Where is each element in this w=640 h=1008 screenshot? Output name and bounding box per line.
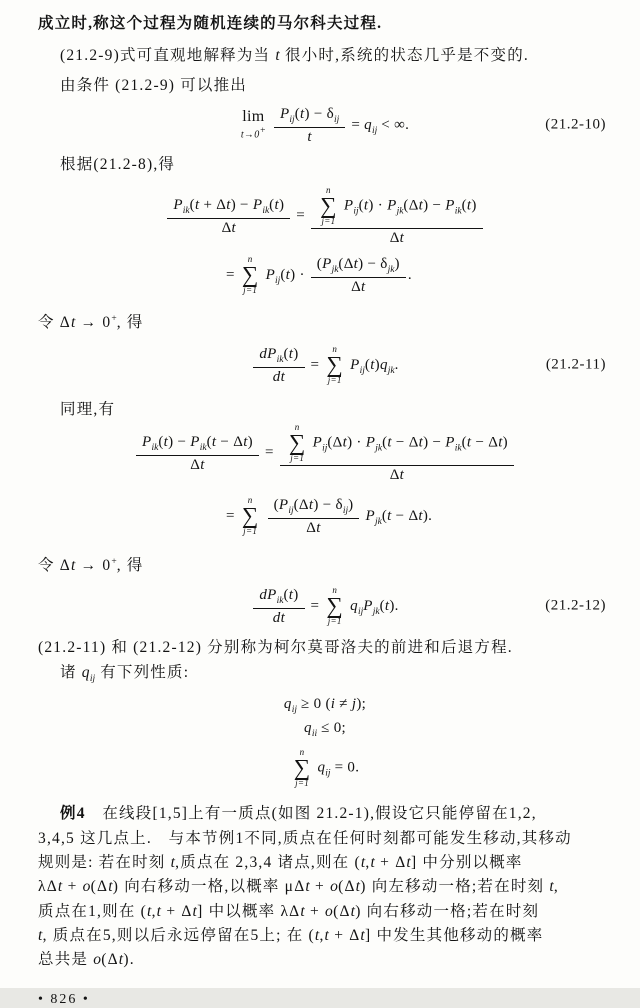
equation-body: $q_{ij} \ge 0$ (i ≠ j);	[283, 695, 367, 715]
property-1	[38, 694, 612, 716]
paragraph-line: λΔt + o(Δt) 向右移动一格,以概率 μΔt + o(Δt) 向左移动一格;若在时刻 t,	[38, 878, 559, 896]
let-dt-sentence-1: 令 Δt → 0+, 得	[38, 314, 144, 332]
paragraph-line: 规则是: 若在时刻 t,质点在 2,3,4 诸点,则在 (t,t + Δt] 中分别以概率	[38, 854, 523, 871]
equation-21-2-11	[38, 339, 612, 391]
let-dt-sentence-2: 令 Δt → 0+, 得	[38, 557, 144, 575]
equation-body: $dP_{ik}(t)$ dt = n ∑ j=1 $P_{ij}(t)q_{jk}$.	[251, 345, 398, 386]
equation-body: = n ∑ j=1 $P_{ij}(t)$ · $(P_{jk}(\Delta t) - \delta_{jk})$ Δt .	[226, 254, 412, 295]
equation-body: $q_{ii} \le 0$;	[304, 719, 346, 739]
properties-intro-sentence: 诸 $q_{ij}$ 有下列性质:	[60, 664, 190, 685]
equation-21-2-10	[38, 101, 612, 149]
from-condition-sentence: 由条件 (21.2-9) 可以推出	[60, 77, 248, 94]
example4-paragraph	[38, 802, 612, 972]
explanation-sentence: (21.2-9)式可直观地解释为当 t 很小时,系统的状态几乎是不变的.	[60, 47, 529, 64]
paragraph-line: 3,4,5 这几点上. 与本节例1不同,质点在任何时刻都可能发生移动,其移动	[38, 829, 572, 847]
equation-block1-line2	[38, 249, 612, 301]
equation-body: n ∑ j=1 $q_{ij} = 0$.	[293, 747, 360, 789]
equation-number: (21.2-12)	[545, 597, 606, 614]
equation-number: (21.2-11)	[545, 356, 606, 373]
equation-body: lim t→0+ $P_{ij}(t) - \delta_{ij}$ t = $q_{ij}$ < ∞.	[240, 105, 410, 145]
intro-sentence: 成立时,称这个过程为随机连续的马尔科夫过程.	[38, 15, 383, 32]
equation-body: = n ∑ j=1 $(P_{ij}(\Delta t) - \delta_{ij})$ Δt $P_{jk}(t - \Delta t)$.	[226, 495, 433, 537]
equation-body: $dP_{ik}(t)$ dt = n ∑ j=1 $q_{ij}P_{jk}(t)$.	[251, 586, 398, 627]
equation-block1-line1	[38, 187, 612, 245]
equation-body: $P_{ik}(t + \Delta t) - P_{ik}(t)$ Δt = n ∑ j=1 $P_{ij}(t) \cdot P_{jk}(\Delta t) - P_{ik}(t)$ Δt	[165, 185, 484, 247]
similarly-sentence: 同理,有	[60, 401, 116, 419]
equation-body: $P_{ik}(t) - P_{ik}(t - \Delta t)$ Δt = n ∑ j=1 $P_{ij}(\Delta t) \cdot P_{jk}(t - \Delta t) - P_{ik}(t - \Delta t)$ Δt	[134, 422, 516, 484]
according-sentence: 根据(21.2-8),得	[60, 156, 176, 173]
equation-block2-line2	[38, 490, 612, 542]
paragraph-line: 总共是 o(Δt).	[38, 951, 135, 969]
equation-21-2-12	[38, 581, 612, 631]
page-number: • 826 •	[38, 992, 90, 1008]
property-2	[38, 718, 612, 740]
paragraph-line: t, 质点在5,则以后永远停留在5上; 在 (t,t + Δt] 中发生其他移动的概率	[38, 926, 544, 944]
equation-number: (21.2-10)	[545, 116, 606, 133]
property-3	[38, 745, 612, 791]
kolmogorov-sentence: (21.2-11) 和 (21.2-12) 分别称为柯尔莫哥洛夫的前进和后退方程.	[38, 639, 513, 657]
equation-block2-line1	[38, 424, 612, 482]
paragraph-line: 质点在1,则在 (t,t + Δt] 中以概率 λΔt + o(Δt) 向右移动一格;若在时刻	[38, 902, 540, 920]
paragraph-line: 例4 在线段[1,5]上有一质点(如图 21.2-1),假设它只能停留在1,2,	[60, 805, 537, 823]
